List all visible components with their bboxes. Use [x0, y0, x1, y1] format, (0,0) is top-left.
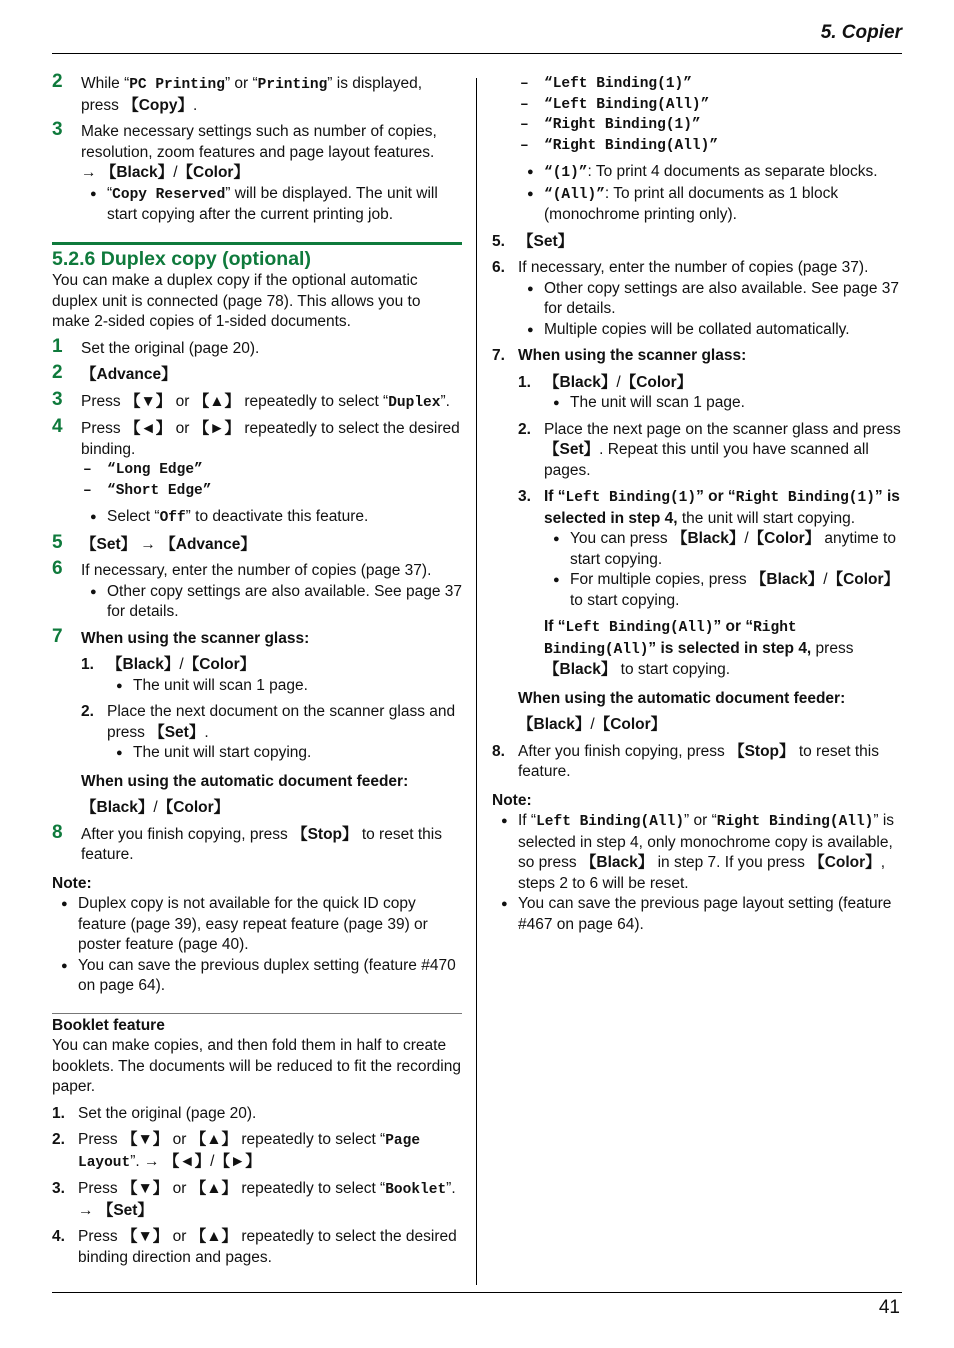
duplex-step-4: 4 Press 【◄】 or 【►】 repeatedly to select the desired binding. – “Long Edge” – “Short Edge” ● Select “Off” to deactivate this feature. [52, 419, 462, 529]
substep-2: 2. Place the next document on the scanner glass and press 【Set】. ● The unit will start copying. [81, 702, 462, 764]
bullet: ● The unit will start copying. [107, 743, 462, 764]
page-number: 41 [878, 1297, 900, 1318]
duplex-step-6: 6 If necessary, enter the number of copies (page 37). ● Other copy settings are also available. See page 37 for details. [52, 561, 462, 623]
booklet-step-2: 2. Press 【▼】 or 【▲】 repeatedly to select “Page Layout”. → 【◄】/【►】 [52, 1131, 421, 1171]
booklet-step-1: 1. Set the original (page 20). [52, 1104, 257, 1122]
duplex-step-2: 2 【Advance】 [52, 362, 177, 383]
duplex-step-1: 1 Set the original (page 20). [52, 335, 260, 357]
booklet-step-7: 7. When using the scanner glass: 1. 【Black】/【Color】 ● The unit will scan 1 page. 2. Place the next page on the scanner glass and press 【Set】. Repeat this until you have scanned all pages. 3. If “Left Binding(1)” or “Right Binding(1)” is selected in step 4, the unit will start copying. ● You can press 【Black】/【Color】 anytime to start copying. ● For multiple copies, press 【Black】/【Color】 to start copying. If “Left Binding(All)” or “Right Binding(All)” is selected in step 4, press 【Black】 to start copying. When using the automatic document feeder: 【Black】/【Color】 [492, 346, 902, 736]
chapter-title: 5. Copier [820, 22, 902, 43]
bullet: ● Other copy settings are also available. See page 37 for details. [81, 582, 462, 623]
booklet-intro: You can make copies, and then fold them in half to create booklets. The documents will be reduced to fit the recording paper. [52, 1037, 461, 1095]
step-2-print: 2 While “PC Printing” or “Printing” is displayed, press 【Copy】. [52, 71, 423, 114]
note-bullet: ● You can save the previous duplex setting (feature #470 on page 64). [52, 956, 462, 997]
option-long-edge: – “Long Edge” [81, 460, 462, 481]
duplex-step-3: 3 Press 【▼】 or 【▲】 repeatedly to select “Duplex”. [52, 388, 450, 411]
option-short-edge: – “Short Edge” [81, 481, 462, 502]
right-column [492, 74, 902, 935]
footer-rule [52, 1292, 902, 1293]
section-title: 5.2.6 Duplex copy (optional) [52, 242, 462, 270]
note-title: Note: [492, 791, 532, 809]
bullet: ● The unit will scan 1 page. [107, 676, 462, 697]
bullet: ● “Copy Reserved” will be displayed. The unit will start copying after the current printing job. [81, 184, 462, 226]
duplex-step-7: 7 When using the scanner glass: 1. 【Black】/【Color】 ● The unit will scan 1 page. 2. Place the next document on the scanner glass and press 【Set】. ● The unit will start copying. When using the automatic document feeder: 【Black】/【Color】 [52, 629, 462, 819]
note-bullet: ● If “Left Binding(All)” or “Right Binding(All)” is selected in step 4, only monochrome copy is available, so press 【Black】 in step 7. If you press 【Color】, steps 2 to 6 will be reset. [492, 811, 902, 894]
page-header [52, 20, 902, 54]
bullet: ● Select “Off” to deactivate this feature. [81, 507, 462, 529]
booklet-step-8: 8. After you finish copying, press 【Stop】 to reset this feature. [492, 742, 879, 780]
note-bullet: ● Duplex copy is not available for the quick ID copy feature (page 39), easy repeat feature (page 39) or poster feature (page 40). [52, 894, 462, 956]
booklet-step-4: 4. Press 【▼】 or 【▲】 repeatedly to select the desired binding direction and pages. [52, 1228, 457, 1266]
duplex-step-5: 5 【Set】 → 【Advance】 [52, 531, 256, 553]
step-3-settings: 3 Make necessary settings such as number of copies, resolution, zoom features and page layout features. → 【Black】/【Color】 ● “Copy Reserved” will be displayed. The unit will start copying after the current printing job. [52, 122, 462, 226]
substep-1: 1. 【Black】/【Color】 ● The unit will scan 1 page. [81, 655, 462, 696]
column-divider [476, 78, 477, 1285]
duplex-step-8: 8 After you finish copying, press 【Stop】 to reset this feature. [52, 821, 442, 863]
booklet-title: Booklet feature [52, 1013, 462, 1037]
booklet-step-5: 5. 【Set】 [492, 232, 574, 250]
note-title: Note: [52, 874, 92, 892]
adf-title: When using the automatic document feeder: [81, 772, 409, 790]
booklet-step-3: 3. Press 【▼】 or 【▲】 repeatedly to select “Booklet”. → 【Set】 [52, 1180, 456, 1219]
section-intro: You can make a duplex copy if the optional automatic duplex unit is connected (page 78). This allows you to make 2-sided copies of 1-sided documents. [52, 272, 421, 330]
booklet-step-6: 6. If necessary, enter the number of copies (page 37). ● Other copy settings are also available. See page 37 for details. ● Multiple copies will be collated automatically. [492, 258, 902, 340]
note-bullet: ● You can save the previous page layout setting (feature #467 on page 64). [492, 894, 902, 935]
binding-options: – “Left Binding(1)” – “Left Binding(All)” – “Right Binding(1)” – “Right Binding(All)” ● “(1)”: To print 4 documents as separate blocks. ● “(All)”: To print all documents as 1 block (monochrome printing only). [492, 74, 902, 226]
left-column [52, 71, 463, 1274]
